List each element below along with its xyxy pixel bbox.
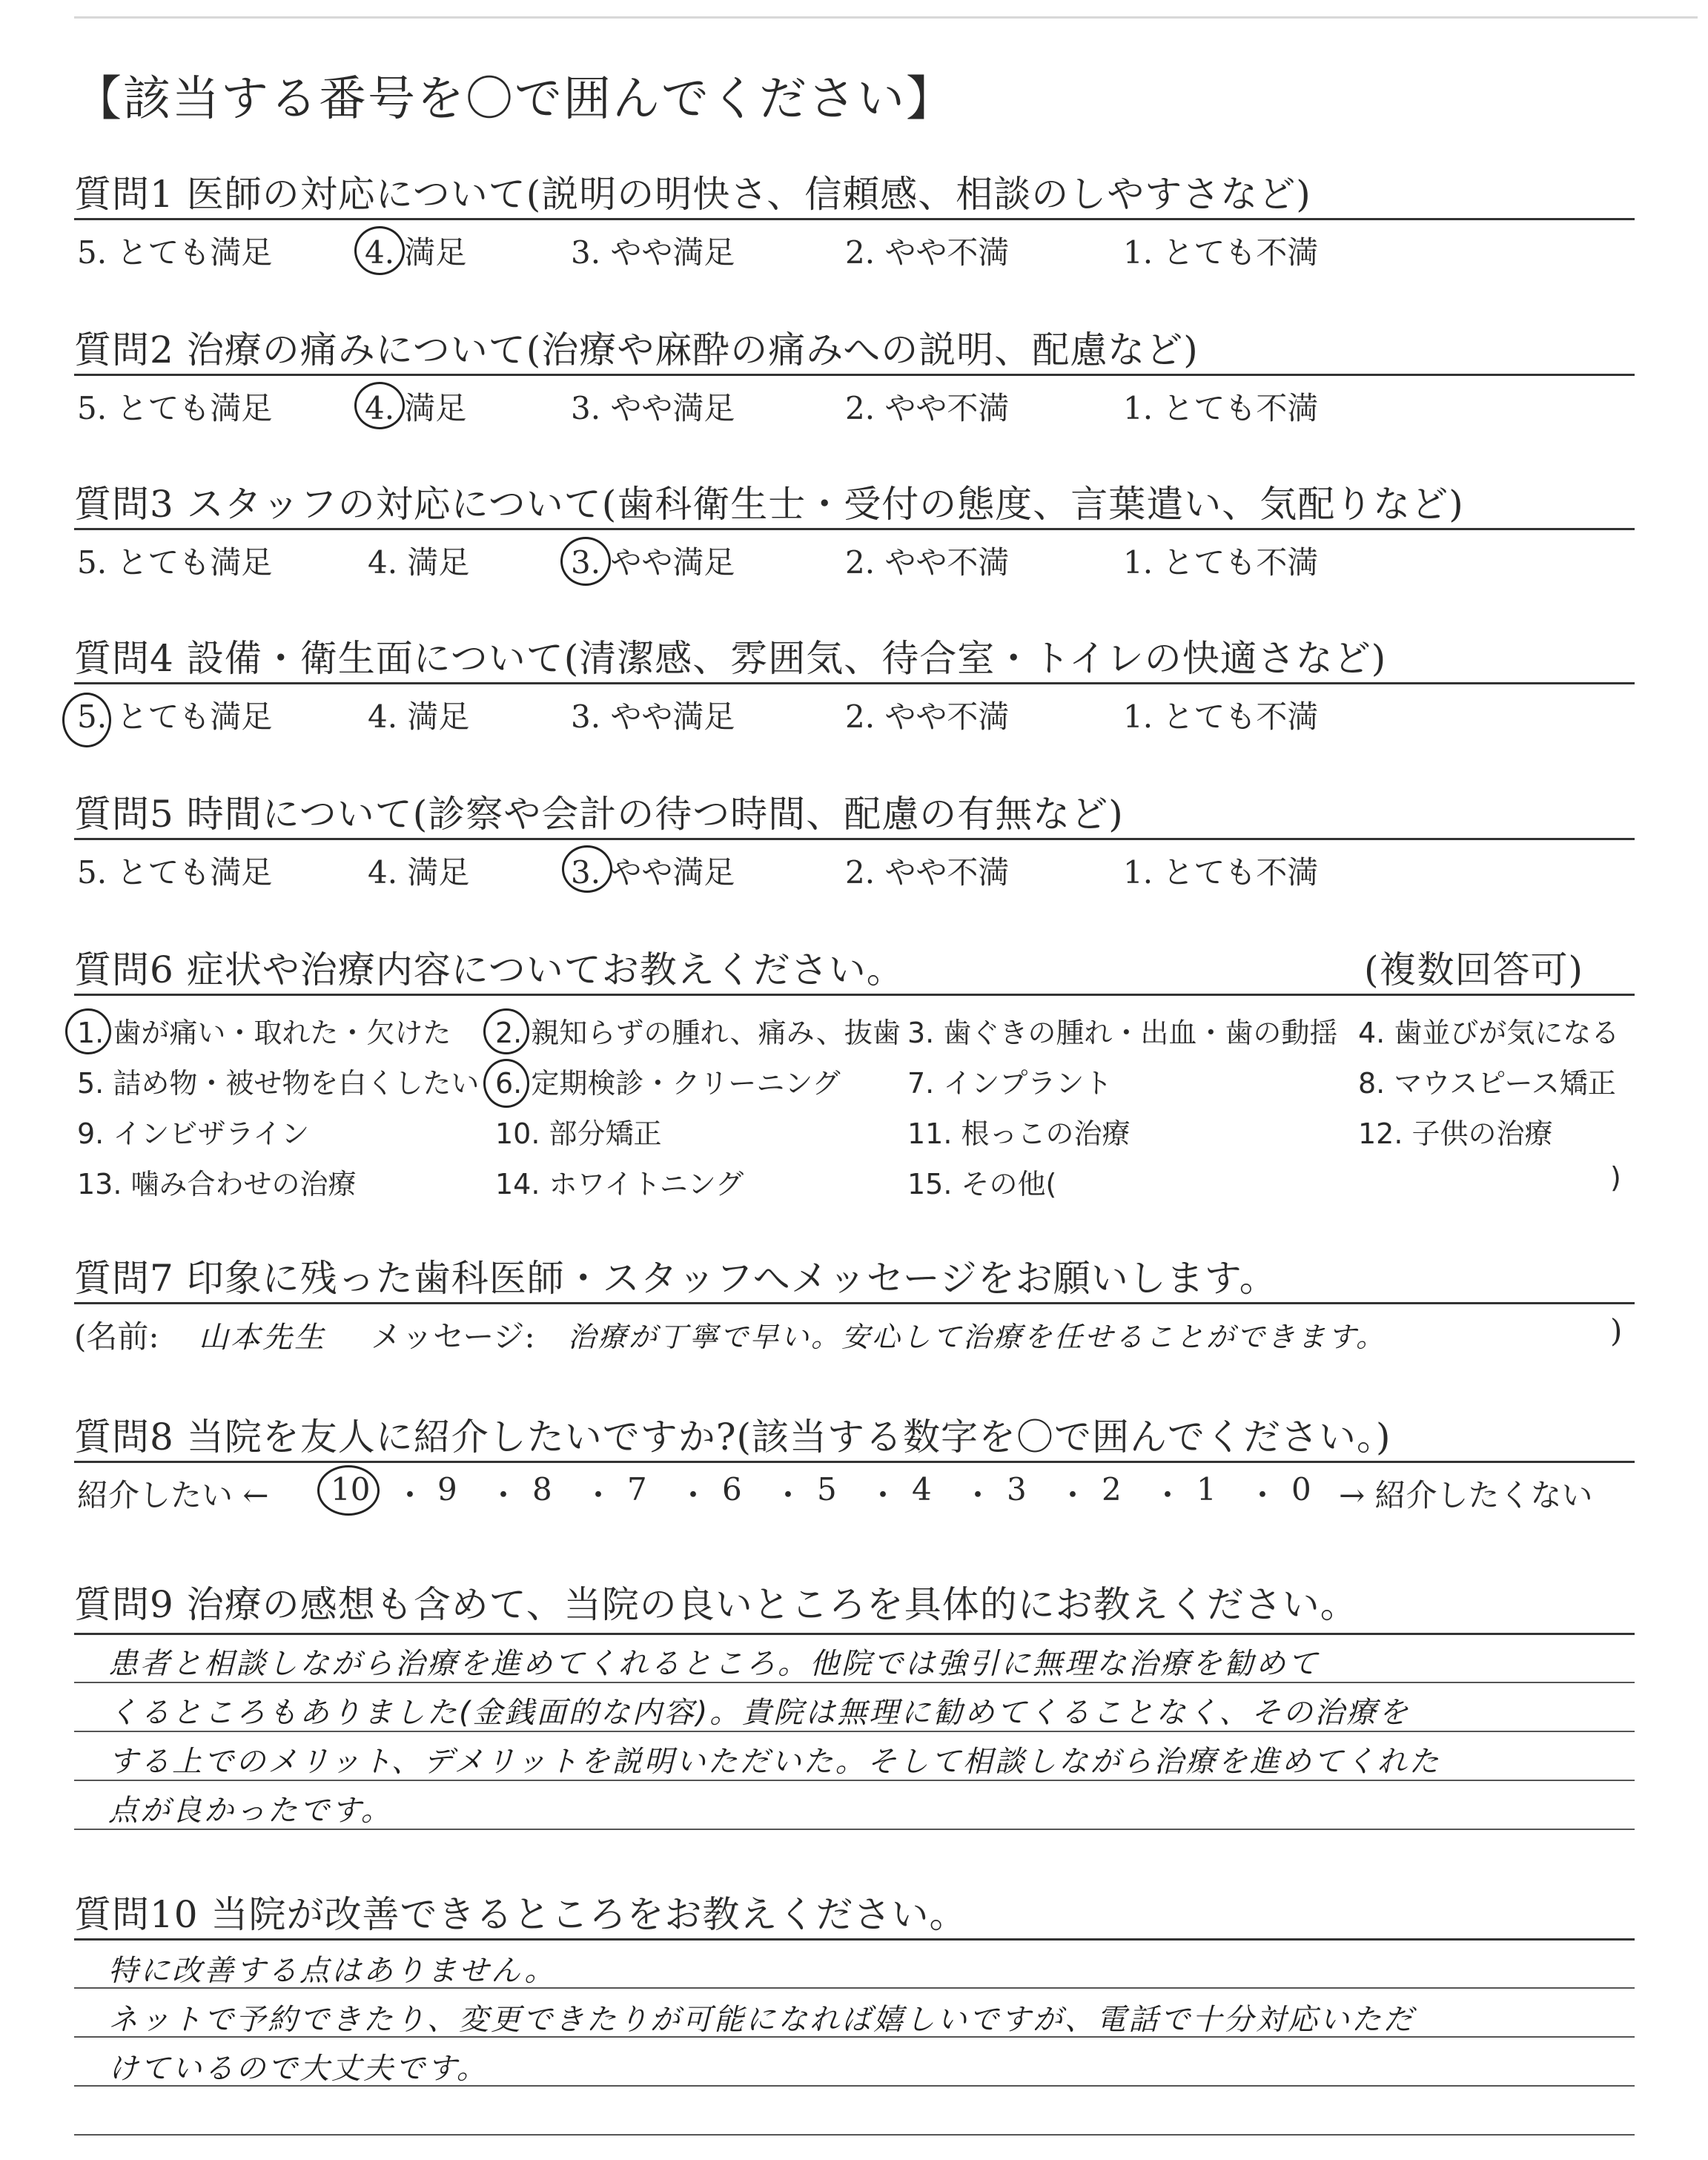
q6-option-4[interactable]: 4. 歯並びが気になる bbox=[1358, 1017, 1620, 1049]
q7-close-paren: ) bbox=[1610, 1312, 1623, 1349]
q6-option-11[interactable]: 11. 根っこの治療 bbox=[907, 1117, 1131, 1150]
q9-answer-line-3[interactable]: する上でのメリット、デメリットを説明いただいた。そして相談しながら治療を進めてくれた bbox=[108, 1745, 1441, 1779]
q7-name-label: (名前: bbox=[74, 1318, 159, 1355]
question-10-rule-2 bbox=[74, 1987, 1635, 1989]
q6-option-13[interactable]: 13. 噛み合わせの治療 bbox=[77, 1168, 357, 1200]
question-1-label: 質問1 医師の対応について(説明の明快さ、信頼感、相談のしやすさなど) bbox=[74, 173, 1311, 216]
q7-name-value[interactable]: 山本先生 bbox=[199, 1321, 326, 1355]
q2-option-4[interactable]: 4. 満足 bbox=[365, 390, 467, 426]
q1-option-1[interactable]: 1. とても不満 bbox=[1123, 234, 1319, 271]
q6-other-close-paren: ) bbox=[1610, 1161, 1621, 1194]
q8-scale-0[interactable]: 0 bbox=[1291, 1471, 1311, 1507]
q2-option-5[interactable]: 5. とても満足 bbox=[77, 390, 273, 426]
q5-selection-circle bbox=[562, 845, 612, 893]
q1-option-3[interactable]: 3. やや満足 bbox=[571, 234, 735, 271]
q8-scale-2[interactable]: 2 bbox=[1102, 1471, 1122, 1507]
q10-answer-line-1[interactable]: 特に改善する点はありません。 bbox=[108, 1954, 557, 1988]
q4-selection-circle bbox=[62, 693, 111, 747]
q2-option-2[interactable]: 2. やや不満 bbox=[845, 390, 1010, 426]
q7-message-label: メッセージ: bbox=[371, 1318, 535, 1355]
question-10-rule-4 bbox=[74, 2085, 1635, 2087]
q2-option-1[interactable]: 1. とても不満 bbox=[1123, 390, 1319, 426]
q4-option-3[interactable]: 3. やや満足 bbox=[571, 698, 735, 735]
top-border bbox=[74, 16, 1698, 19]
q2-option-3[interactable]: 3. やや満足 bbox=[571, 390, 735, 426]
q1-selection-circle bbox=[354, 226, 405, 275]
question-5-rule bbox=[74, 838, 1635, 840]
q8-scale-4[interactable]: 4 bbox=[912, 1471, 932, 1507]
q6-option-12[interactable]: 12. 子供の治療 bbox=[1358, 1117, 1553, 1150]
q6-option-5[interactable]: 5. 詰め物・被せ物を白くしたい bbox=[77, 1067, 480, 1100]
q5-option-3[interactable]: 3. やや満足 bbox=[571, 854, 735, 891]
q8-scale-5[interactable]: 5 bbox=[817, 1471, 837, 1507]
q10-answer-line-2[interactable]: ネットで予約できたり、変更できたりが可能になれば嬉しいですが、電話で十分対応いただ bbox=[108, 2003, 1415, 2037]
question-1-rule bbox=[74, 218, 1635, 220]
q8-scale-1[interactable]: 1 bbox=[1196, 1471, 1217, 1507]
q4-option-4[interactable]: 4. 満足 bbox=[368, 698, 470, 735]
q3-option-4[interactable]: 4. 満足 bbox=[368, 544, 470, 581]
q9-answer-line-1[interactable]: 患者と相談しながら治療を進めてくれるところ。他院では強引に無理な治療を勧めて bbox=[108, 1647, 1320, 1681]
question-7-label: 質問7 印象に残った歯科医師・スタッフへメッセージをお願いします。 bbox=[74, 1257, 1277, 1300]
question-9-rule-5 bbox=[74, 1829, 1635, 1830]
q6-selection-circle-2 bbox=[483, 1008, 529, 1054]
q4-option-2[interactable]: 2. やや不満 bbox=[845, 698, 1010, 735]
q8-scale-9[interactable]: 9 bbox=[437, 1471, 457, 1507]
q3-option-2[interactable]: 2. やや不満 bbox=[845, 544, 1010, 581]
question-6-label: 質問6 症状や治療内容についてお教えください。 bbox=[74, 948, 904, 991]
question-10-rule-5 bbox=[74, 2134, 1635, 2136]
q6-option-3[interactable]: 3. 歯ぐきの腫れ・出血・歯の動揺 bbox=[907, 1017, 1338, 1049]
question-9-rule-3 bbox=[74, 1731, 1635, 1732]
q6-option-1[interactable]: 1. 歯が痛い・取れた・欠けた bbox=[77, 1017, 451, 1049]
q4-option-5[interactable]: 5. とても満足 bbox=[77, 698, 273, 735]
q3-option-1[interactable]: 1. とても不満 bbox=[1123, 544, 1319, 581]
q8-scale-6[interactable]: 6 bbox=[722, 1471, 742, 1507]
q6-option-2[interactable]: 2. 親知らずの腫れ、痛み、抜歯 bbox=[495, 1017, 901, 1049]
question-8-label: 質問8 当院を友人に紹介したいですか?(該当する数字を〇で囲んでください。) bbox=[74, 1416, 1391, 1459]
question-10-label: 質問10 当院が改善できるところをお教えください。 bbox=[74, 1893, 967, 1936]
q7-message-value[interactable]: 治療が丁寧で早い。安心して治療を任せることができます。 bbox=[568, 1321, 1386, 1353]
q8-scale-10[interactable]: 10 bbox=[331, 1471, 371, 1507]
q1-option-4[interactable]: 4. 満足 bbox=[365, 234, 467, 271]
question-9-label: 質問9 治療の感想も含めて、当院の良いところを具体的にお教えください。 bbox=[74, 1583, 1358, 1626]
q1-option-2[interactable]: 2. やや不満 bbox=[845, 234, 1010, 271]
question-10-rule-1 bbox=[74, 1938, 1635, 1941]
q6-option-8[interactable]: 8. マウスピース矯正 bbox=[1358, 1067, 1616, 1100]
q1-option-5[interactable]: 5. とても満足 bbox=[77, 234, 273, 271]
q6-selection-circle-6 bbox=[483, 1059, 529, 1108]
q6-option-6[interactable]: 6. 定期検診・クリーニング bbox=[495, 1067, 841, 1100]
question-2-rule bbox=[74, 374, 1635, 376]
q3-option-5[interactable]: 5. とても満足 bbox=[77, 544, 273, 581]
q10-answer-line-3[interactable]: けているので大丈夫です。 bbox=[108, 2052, 489, 2086]
question-6-rule bbox=[74, 994, 1635, 996]
question-5-label: 質問5 時間について(診察や会計の待つ時間、配慮の有無など) bbox=[74, 793, 1124, 836]
q8-scale-7[interactable]: 7 bbox=[627, 1471, 647, 1507]
question-3-rule bbox=[74, 528, 1635, 530]
q8-right-label: → 紹介したくない bbox=[1339, 1477, 1593, 1513]
q9-answer-line-4[interactable]: 点が良かったです。 bbox=[108, 1794, 393, 1828]
q2-selection-circle bbox=[354, 382, 405, 429]
question-8-rule bbox=[74, 1461, 1635, 1463]
q5-option-4[interactable]: 4. 満足 bbox=[368, 854, 470, 891]
q6-selection-circle-1 bbox=[65, 1008, 111, 1054]
q6-option-9[interactable]: 9. インビザライン bbox=[77, 1117, 310, 1150]
question-3-label: 質問3 スタッフの対応について(歯科衛生士・受付の態度、言葉遣い、気配りなど) bbox=[74, 483, 1464, 526]
q6-option-14[interactable]: 14. ホワイトニング bbox=[495, 1168, 744, 1200]
q6-option-15[interactable]: 15. その他( bbox=[907, 1168, 1057, 1200]
q3-option-3[interactable]: 3. やや満足 bbox=[571, 544, 735, 581]
q8-scale-8[interactable]: 8 bbox=[532, 1471, 552, 1507]
q9-answer-line-2[interactable]: くるところもありました(金銭面的な内容)。貴院は無理に勧めてくることなく、その治療を bbox=[108, 1696, 1411, 1730]
q4-option-1[interactable]: 1. とても不満 bbox=[1123, 698, 1319, 735]
question-7-rule bbox=[74, 1302, 1635, 1304]
question-9-rule-1 bbox=[74, 1633, 1635, 1635]
page-title: 【該当する番号を〇で囲んでください】 bbox=[74, 72, 955, 127]
question-9-rule-2 bbox=[74, 1682, 1635, 1683]
question-9-rule-4 bbox=[74, 1780, 1635, 1781]
question-6-note: (複数回答可) bbox=[1364, 948, 1584, 991]
question-2-label: 質問2 治療の痛みについて(治療や麻酔の痛みへの説明、配慮など) bbox=[74, 328, 1199, 371]
q5-option-2[interactable]: 2. やや不満 bbox=[845, 854, 1010, 891]
q5-option-5[interactable]: 5. とても満足 bbox=[77, 854, 273, 891]
q8-left-label: 紹介したい ← bbox=[77, 1477, 269, 1513]
q6-option-7[interactable]: 7. インプラント bbox=[907, 1067, 1113, 1100]
q6-option-10[interactable]: 10. 部分矯正 bbox=[495, 1117, 662, 1150]
q8-scale-3[interactable]: 3 bbox=[1007, 1471, 1027, 1507]
question-4-label: 質問4 設備・衛生面について(清潔感、雰囲気、待合室・トイレの快適さなど) bbox=[74, 637, 1387, 680]
q3-selection-circle bbox=[560, 537, 611, 586]
question-10-rule-3 bbox=[74, 2036, 1635, 2038]
question-4-rule bbox=[74, 682, 1635, 684]
q5-option-1[interactable]: 1. とても不満 bbox=[1123, 854, 1319, 891]
q8-selection-circle bbox=[317, 1465, 380, 1516]
